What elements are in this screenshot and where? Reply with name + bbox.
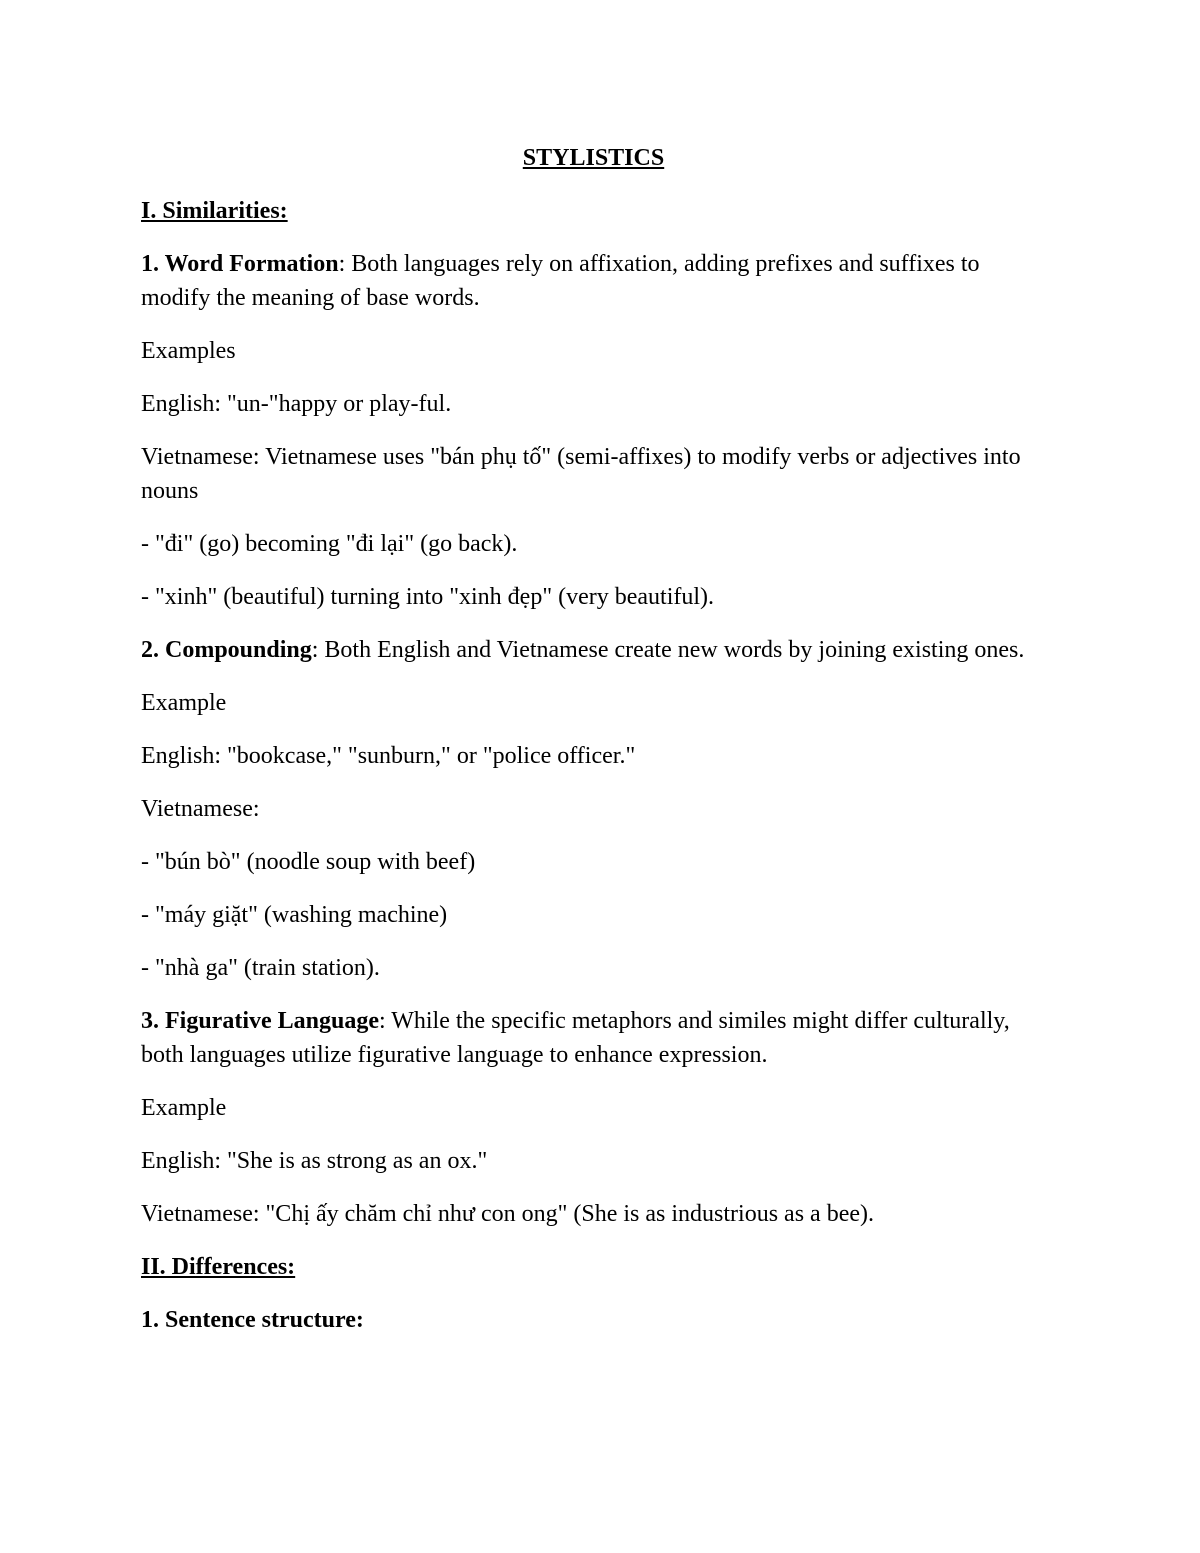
item-label-word-formation: 1. Word Formation — [141, 251, 339, 277]
item-text-figurative-language: : While the specific metaphors and similes might differ culturally, both languages utilize figurative language to enhance expression. — [141, 1008, 1010, 1068]
paragraph-compounding — [141, 633, 1046, 667]
example-label: Example — [141, 1095, 227, 1121]
example-vietnamese-figurative: Vietnamese: "Chị ấy chăm chỉ như con ong" (She is as industrious as a bee). — [141, 1201, 874, 1227]
list-item: - "bún bò" (noodle soup with beef) — [141, 849, 476, 875]
section-heading-similarities: I. Similarities: — [141, 198, 288, 224]
examples-label: Examples — [141, 338, 236, 364]
section-heading-differences: II. Differences: — [141, 1254, 296, 1280]
item-text-compounding: : Both English and Vietnamese create new words by joining existing ones. — [311, 637, 1025, 663]
item-label-figurative-language: 3. Figurative Language — [141, 1008, 379, 1034]
example-vietnamese-compound: Vietnamese: — [141, 796, 260, 822]
example-english-compound: English: "bookcase," "sunburn," or "police officer." — [141, 743, 636, 769]
paragraph-figurative-language — [141, 1004, 1046, 1072]
list-item: - "xinh" (beautiful) turning into "xinh đẹp" (very beautiful). — [141, 584, 715, 610]
list-item: - "máy giặt" (washing machine) — [141, 902, 448, 928]
list-item: - "đi" (go) becoming "đi lại" (go back). — [141, 531, 518, 557]
item-label-compounding: 2. Compounding — [141, 637, 312, 663]
example-english-figurative: English: "She is as strong as an ox." — [141, 1148, 488, 1174]
document-body — [141, 141, 1046, 1356]
item-text-word-formation: : Both languages rely on affixation, adding prefixes and suffixes to modify the meaning of base words. — [141, 251, 980, 311]
example-label: Example — [141, 690, 227, 716]
example-english-affix: English: "un-"happy or play-ful. — [141, 391, 452, 417]
list-item: - "nhà ga" (train station). — [141, 955, 380, 981]
item-label-sentence-structure: 1. Sentence structure: — [141, 1307, 364, 1333]
example-vietnamese-affix: Vietnamese: Vietnamese uses "bán phụ tố" (semi-affixes) to modify verbs or adjectives into nouns — [141, 444, 1021, 504]
paragraph-word-formation — [141, 247, 1046, 315]
page-title: STYLISTICS — [522, 145, 665, 171]
